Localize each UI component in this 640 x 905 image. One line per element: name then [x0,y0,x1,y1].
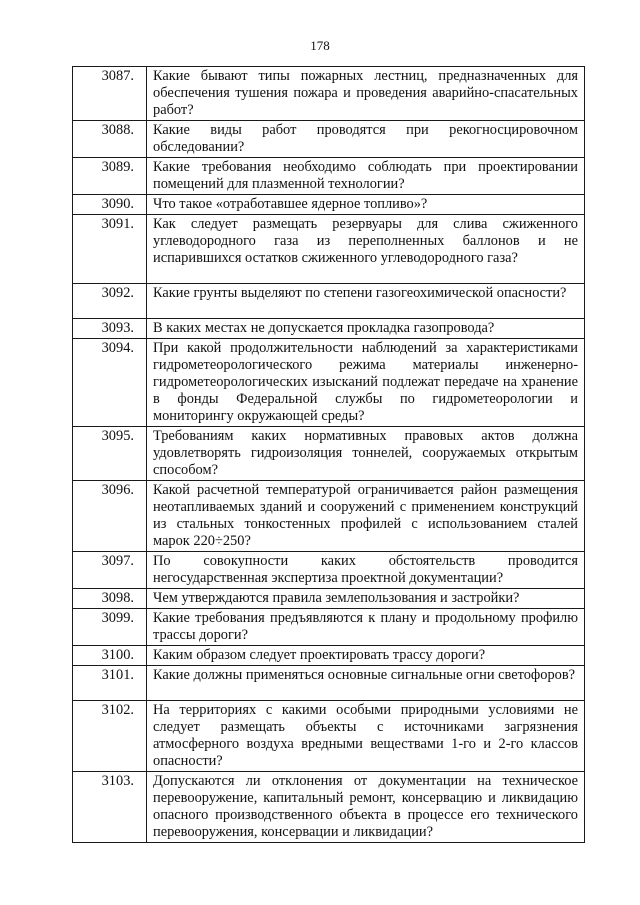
table-row [73,284,585,319]
table-row [73,772,585,843]
question-text: Какие требования предъявляются к плану и продольному профилю трассы дороги? [147,609,585,646]
question-number: 3102. [73,701,147,772]
question-number: 3097. [73,552,147,589]
question-number: 3091. [73,215,147,284]
table-row [73,609,585,646]
question-number: 3101. [73,666,147,701]
question-text: Какие должны применяться основные сигнальные огни светофоров? [147,666,585,701]
table-row [73,646,585,666]
question-number: 3093. [73,319,147,339]
question-text: Какие бывают типы пожарных лестниц, предназначенных для обеспечения тушения пожара и проведения аварийно-спасательных работ? [147,67,585,121]
question-text: По совокупности каких обстоятельств проводится негосударственная экспертиза проектной документации? [147,552,585,589]
question-text: Чем утверждаются правила землепользования и застройки? [147,589,585,609]
question-number: 3100. [73,646,147,666]
question-text: Каким образом следует проектировать трассу дороги? [147,646,585,666]
table-row [73,481,585,552]
question-number: 3095. [73,427,147,481]
question-text: При какой продолжительности наблюдений за характеристиками гидрометеорологического режима материалы инженерно-гидрометеорологических изысканий подлежат передаче на хранение в фонды Федеральной службы по гидрометеорологии и мониторингу окружающей среды? [147,339,585,427]
question-number: 3088. [73,121,147,158]
table-row [73,319,585,339]
question-text: В каких местах не допускается прокладка газопровода? [147,319,585,339]
question-number: 3099. [73,609,147,646]
question-number: 3092. [73,284,147,319]
table-row [73,67,585,121]
question-text: Какие грунты выделяют по степени газогеохимической опасности? [147,284,585,319]
question-number: 3103. [73,772,147,843]
table-row [73,339,585,427]
question-number: 3090. [73,195,147,215]
question-number: 3087. [73,67,147,121]
table-row [73,589,585,609]
table-row [73,666,585,701]
question-text: Допускаются ли отклонения от документации на техническое перевооружение, капитальный ремонт, консервацию и ликвидацию опасного производственного объекта в процессе его технического перевооружения, консервации и ликвидации? [147,772,585,843]
question-text: На территориях с какими особыми природными условиями не следует размещать объекты с источниками загрязнения атмосферного воздуха вредными веществами 1-го и 2-го классов опасности? [147,701,585,772]
table-row [73,427,585,481]
table-row [73,195,585,215]
question-number: 3089. [73,158,147,195]
question-text: Требованиям каких нормативных правовых актов должна удовлетворять гидроизоляция тоннелей, сооружаемых открытым способом? [147,427,585,481]
table-row [73,158,585,195]
question-number: 3094. [73,339,147,427]
table-row [73,552,585,589]
table-row [73,701,585,772]
question-text: Какие виды работ проводятся при рекогносцировочном обследовании? [147,121,585,158]
questions-table [72,66,585,843]
page-number: 178 [310,38,330,53]
question-number: 3098. [73,589,147,609]
question-text: Какой расчетной температурой ограничивается район размещения неотапливаемых зданий и сооружений с применением конструкций из стальных тонкостенных профилей с использованием сталей марок 220÷250? [147,481,585,552]
question-number: 3096. [73,481,147,552]
table-row [73,121,585,158]
table-row [73,215,585,284]
question-text: Как следует размещать резервуары для слива сжиженного углеводородного газа из переполненных баллонов и не испарившихся остатков сжиженного углеводородного газа? [147,215,585,284]
question-text: Какие требования необходимо соблюдать при проектировании помещений для плазменной технологии? [147,158,585,195]
question-text: Что такое «отработавшее ядерное топливо»? [147,195,585,215]
